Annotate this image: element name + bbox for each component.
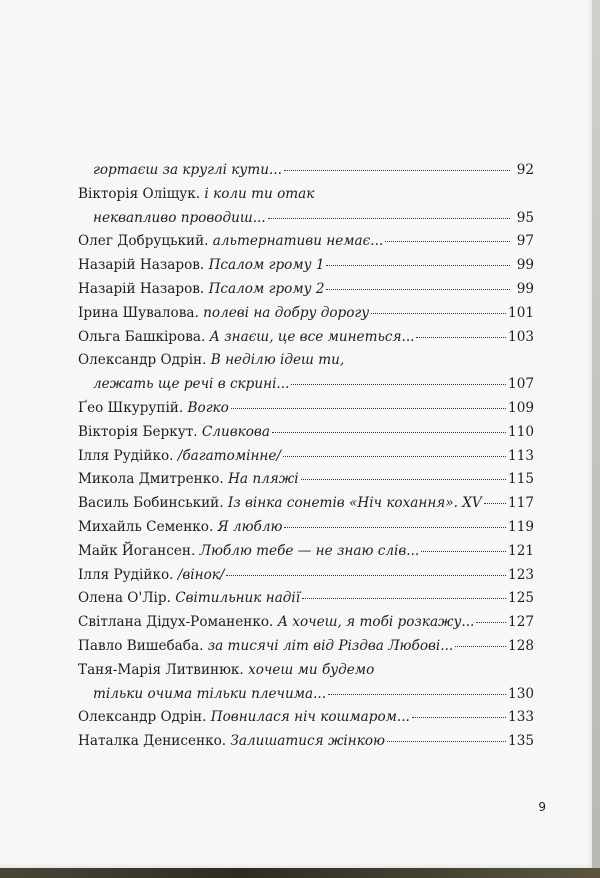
toc-title: В неділю ідеш ти, xyxy=(210,352,345,369)
toc-author: Михайль Семенко. xyxy=(78,518,214,535)
toc-title: альтернативи немає... xyxy=(212,233,384,250)
toc-entry xyxy=(78,468,534,492)
dot-leader xyxy=(387,741,506,742)
toc-author: Ольга Башкірова. xyxy=(78,328,206,345)
toc-author: Світлана Дідух-Романенко. xyxy=(78,614,274,631)
dot-leader xyxy=(302,598,506,599)
dot-leader xyxy=(301,479,506,480)
toc-author: Майк Йогансен. xyxy=(78,542,196,559)
toc-title: лежать ще речі в скрині... xyxy=(93,376,290,393)
dot-leader xyxy=(326,289,510,290)
toc-title: Із вінка сонетів «Ніч кохання». XV xyxy=(227,495,482,512)
toc-title: Сливкова xyxy=(201,423,270,440)
toc-page-number: 97 xyxy=(516,233,534,250)
dot-leader xyxy=(416,337,506,338)
toc-entry xyxy=(78,326,534,350)
dot-leader xyxy=(284,527,506,528)
toc-title: Псалом грому 2 xyxy=(208,280,325,297)
toc-entry xyxy=(78,730,534,754)
dot-leader xyxy=(455,646,506,647)
toc-author: Ілля Рудійко. xyxy=(78,566,174,583)
toc-title: за тисячі літ від Різдва Любові... xyxy=(207,637,454,654)
toc-entry xyxy=(78,492,534,516)
toc-author: Ґео Шкурупій. xyxy=(78,399,184,416)
dot-leader xyxy=(484,503,506,504)
toc-author: Олег Добруцький. xyxy=(78,233,209,250)
toc-title: Псалом грому 1 xyxy=(208,257,325,274)
toc-title: /вінок/ xyxy=(177,566,225,583)
toc-title: і коли ти отак xyxy=(204,185,315,202)
toc-title: Світильник надії xyxy=(175,590,301,607)
table-of-contents xyxy=(78,159,534,754)
page-edge-bottom xyxy=(0,868,600,878)
toc-entry xyxy=(78,230,534,254)
toc-page-number: 109 xyxy=(508,399,534,416)
toc-page-number: 123 xyxy=(508,566,534,583)
toc-author: Вікторія Беркут. xyxy=(78,423,198,440)
toc-page-number: 110 xyxy=(508,423,534,440)
dot-leader xyxy=(272,432,506,433)
dot-leader xyxy=(291,384,506,385)
toc-author: Олена О'Лір. xyxy=(78,590,171,607)
toc-page-number: 99 xyxy=(516,257,534,274)
toc-title: А хочеш, я тобі розкажу... xyxy=(277,614,475,631)
toc-entry xyxy=(78,278,534,302)
toc-page-number: 119 xyxy=(508,518,534,535)
dot-leader xyxy=(421,551,506,552)
toc-page-number: 117 xyxy=(508,495,534,512)
toc-entry xyxy=(78,635,534,659)
toc-page-number: 92 xyxy=(516,162,534,178)
toc-title: полеві на добру дорогу xyxy=(203,304,370,321)
toc-entry xyxy=(78,397,534,421)
toc-entry xyxy=(78,587,534,611)
toc-entry xyxy=(78,159,534,183)
toc-entry xyxy=(78,659,534,683)
toc-author: Олександр Одрін. xyxy=(78,709,207,726)
toc-page-number: 95 xyxy=(516,209,534,226)
toc-page-number: 121 xyxy=(508,542,534,559)
toc-page-number: 133 xyxy=(508,709,534,726)
toc-title: Повнилася ніч кошмаром... xyxy=(210,709,410,726)
toc-page-number: 113 xyxy=(508,447,534,464)
dot-leader xyxy=(412,717,506,718)
toc-entry xyxy=(78,207,534,231)
toc-author: Василь Бобинський. xyxy=(78,495,224,512)
toc-entry xyxy=(78,254,534,278)
page-number: 9 xyxy=(538,800,546,814)
toc-author: Микола Дмитренко. xyxy=(78,471,224,488)
toc-author: Вікторія Оліщук. xyxy=(78,185,201,202)
toc-entry xyxy=(78,706,534,730)
dot-leader xyxy=(371,313,506,314)
toc-page-number: 103 xyxy=(508,328,534,345)
toc-title: гортаєш за круглі кути... xyxy=(93,162,282,178)
toc-author: Олександр Одрін. xyxy=(78,352,207,369)
toc-title: Я люблю xyxy=(217,518,283,535)
toc-entry xyxy=(78,421,534,445)
toc-entry xyxy=(78,683,534,707)
toc-page-number: 115 xyxy=(508,471,534,488)
toc-title: хочеш ми будемо xyxy=(248,661,375,678)
toc-page-number: 130 xyxy=(508,685,534,702)
toc-title: неквапливо проводиш... xyxy=(93,209,266,226)
dot-leader xyxy=(283,456,506,457)
dot-leader xyxy=(476,622,506,623)
toc-author: Назарій Назаров. xyxy=(78,280,205,297)
dot-leader xyxy=(328,694,506,695)
dot-leader xyxy=(385,241,510,242)
toc-page-number: 128 xyxy=(508,637,534,654)
page-edge-right xyxy=(592,0,600,868)
toc-author: Ілля Рудійко. xyxy=(78,447,174,464)
dot-leader xyxy=(231,408,506,409)
toc-page-number: 135 xyxy=(508,733,534,750)
dot-leader xyxy=(284,170,510,171)
dot-leader xyxy=(226,575,506,576)
toc-page-number: 125 xyxy=(508,590,534,607)
toc-title: Люблю тебе — не знаю слів... xyxy=(199,542,420,559)
toc-entry xyxy=(78,349,534,373)
toc-entry xyxy=(78,445,534,469)
toc-title: Залишатися жінкою xyxy=(230,733,385,750)
toc-page-number: 127 xyxy=(508,614,534,631)
toc-entry xyxy=(78,540,534,564)
toc-entry xyxy=(78,516,534,540)
toc-author: Наталка Денисенко. xyxy=(78,733,227,750)
toc-title: тільки очима тільки плечима... xyxy=(93,685,327,702)
toc-author: Назарій Назаров. xyxy=(78,257,205,274)
toc-page-number: 101 xyxy=(508,304,534,321)
toc-entry xyxy=(78,611,534,635)
toc-page-number: 107 xyxy=(508,376,534,393)
toc-entry xyxy=(78,302,534,326)
toc-entry xyxy=(78,373,534,397)
toc-entry xyxy=(78,183,534,207)
toc-author: Ірина Шувалова. xyxy=(78,304,199,321)
dot-leader xyxy=(326,265,510,266)
toc-title: /багатомінне/ xyxy=(177,447,281,464)
toc-title: А знаєш, це все минеться... xyxy=(209,328,415,345)
toc-author: Таня-Марія Литвинюк. xyxy=(78,661,244,678)
dot-leader xyxy=(268,218,510,219)
toc-entry xyxy=(78,564,534,588)
toc-title: На пляжі xyxy=(228,471,299,488)
toc-author: Павло Вишебаба. xyxy=(78,637,204,654)
toc-page-number: 99 xyxy=(516,280,534,297)
toc-title: Вогко xyxy=(187,399,229,416)
